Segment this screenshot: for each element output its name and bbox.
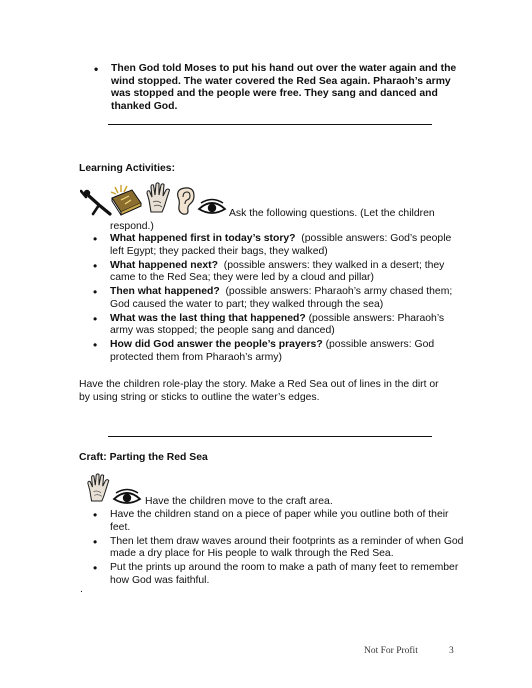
question-item	[89, 260, 464, 285]
section-divider	[108, 436, 432, 437]
question-text: Then what happened?	[110, 286, 220, 298]
question-item	[89, 339, 464, 364]
intro-bullet: • Then God told Moses to put his hand out over the water again and the wind stopped. The water covered the Red Sea again. Pharaoh’s army was stopped and the people were free. They sang and danced and thanked God.	[90, 63, 470, 113]
question-item	[89, 233, 464, 258]
learning-instruction	[110, 208, 460, 233]
intro-list	[90, 63, 470, 115]
stretching-figure-icon	[80, 187, 112, 217]
eye-icon	[112, 488, 142, 506]
craft-heading: Craft: Parting the Red Sea	[79, 452, 208, 463]
stray-mark: .	[80, 584, 83, 595]
craft-step: • Put the prints up around the room to make a path of many feet to remember how God was faithful.	[89, 562, 464, 587]
answer-text: (possible answers: God’s people left Egypt; they packed their bags, they walked)	[110, 233, 452, 257]
question-text: What was the last thing that happened?	[110, 312, 306, 324]
question-text: What happened next?	[110, 259, 218, 271]
answer-text: (possible answers: Pharaoh’s army was stopped; the people sang and danced)	[110, 312, 445, 337]
learning-instruction-text: Ask the following questions. (Let the children respond.)	[110, 208, 435, 232]
roleplay-paragraph: Have the children role-play the story. Make a Red Sea out of lines in the dirt or by using string or sticks to outline the water’s edges.	[79, 379, 439, 403]
page-number: 3	[449, 646, 454, 656]
craft-instruction: Have the children move to the craft area.	[145, 496, 333, 507]
answer-text: (possible answers: God protected them from Pharaoh’s army)	[110, 339, 435, 363]
question-text: What happened first in today’s story?	[110, 233, 296, 244]
craft-step: • Have the children stand on a piece of paper while you outline both of their feet.	[89, 509, 464, 534]
footer-label: Not For Profit	[364, 646, 418, 656]
learning-activities-heading: Learning Activities:	[79, 163, 176, 174]
section-divider	[108, 124, 432, 125]
answer-text: (possible answers: they walked in a desert; they came to the Red Sea; they were led by a cloud and pillar)	[110, 259, 445, 284]
craft-step: • Then let them draw waves around their footprints as a reminder of when God made a dry place for His people to walk through the Red Sea.	[89, 536, 464, 561]
question-item	[89, 313, 464, 338]
hand-icon	[86, 473, 112, 503]
question-text: How did God answer the people’s prayers?	[110, 339, 323, 351]
question-list	[89, 233, 464, 366]
answer-text: (possible answers: Pharaoh’s army chased them; God caused the water to part; they walked through the sea)	[110, 286, 453, 310]
question-item	[89, 286, 464, 311]
craft-steps-list	[89, 509, 464, 589]
